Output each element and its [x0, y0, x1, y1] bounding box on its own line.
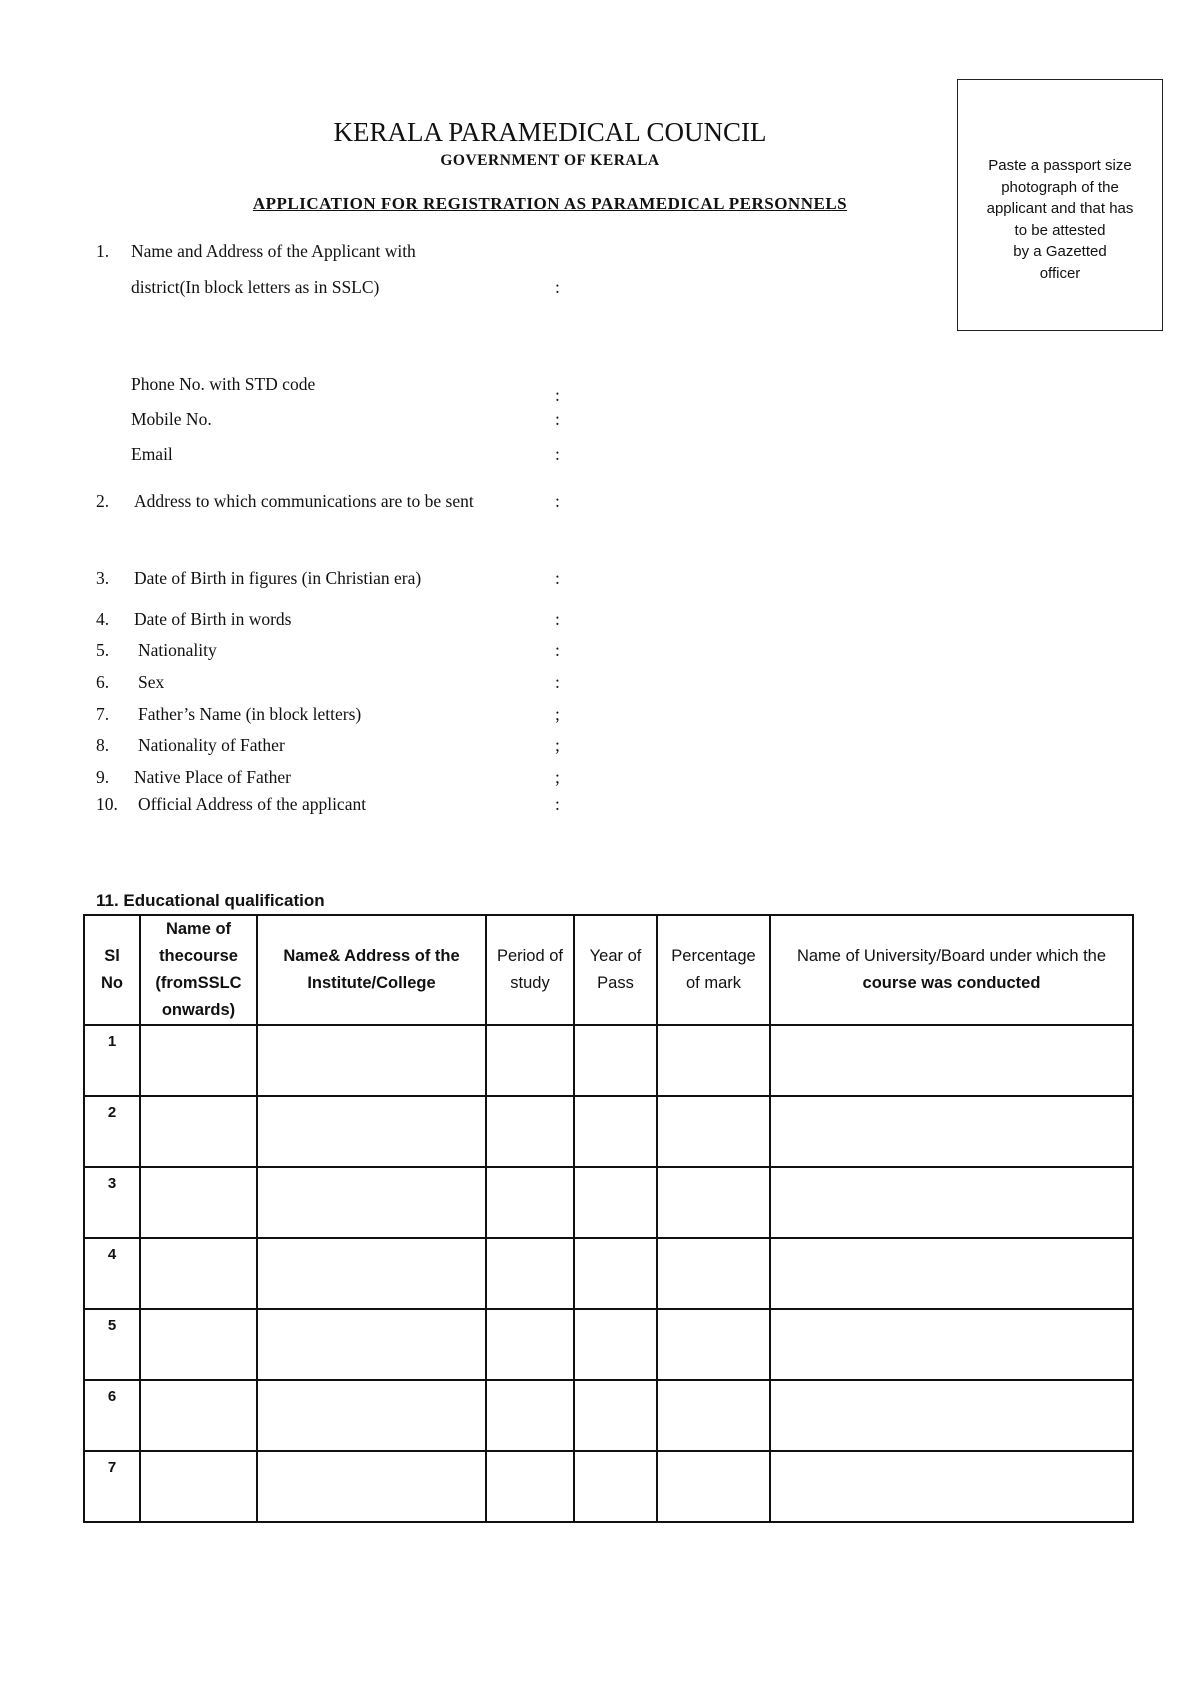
government-subtitle: GOVERNMENT OF KERALA — [440, 152, 660, 169]
field-3-number: 3. — [96, 568, 110, 588]
course-cell[interactable] — [140, 1167, 257, 1238]
university-cell[interactable] — [770, 1167, 1133, 1238]
row-sl-no: 5 — [84, 1309, 140, 1380]
field-5-colon: : — [555, 640, 560, 660]
institute-cell[interactable] — [257, 1025, 486, 1096]
percentage-cell[interactable] — [657, 1451, 770, 1522]
field-5-label: Nationality — [138, 640, 217, 660]
field-9-label: Native Place of Father — [134, 767, 291, 787]
year-cell[interactable] — [574, 1096, 657, 1167]
field-2-number: 2. — [96, 491, 110, 511]
field-1-number: 1. — [96, 241, 110, 261]
field-3-label: Date of Birth in figures (in Christian era) — [134, 568, 422, 588]
university-cell[interactable] — [770, 1025, 1133, 1096]
header-university: Name of University/Board under which the course was conducted — [770, 915, 1133, 1025]
institute-cell[interactable] — [257, 1238, 486, 1309]
field-7-number: 7. — [96, 704, 110, 724]
course-cell[interactable] — [140, 1380, 257, 1451]
period-cell[interactable] — [486, 1380, 574, 1451]
field-7-colon: ; — [555, 704, 560, 724]
year-cell[interactable] — [574, 1309, 657, 1380]
institute-cell[interactable] — [257, 1451, 486, 1522]
field-1-label: Name and Address of the Applicant with — [131, 241, 416, 261]
mobile-colon: : — [555, 409, 560, 429]
field-9-colon: ; — [555, 767, 560, 787]
field-1-colon: : — [555, 277, 560, 297]
table-row — [84, 1096, 1133, 1167]
year-cell[interactable] — [574, 1380, 657, 1451]
course-cell[interactable] — [140, 1096, 257, 1167]
table-row — [84, 1380, 1133, 1451]
row-sl-no: 2 — [84, 1096, 140, 1167]
phone-label: Phone No. with STD code — [131, 374, 316, 394]
year-cell[interactable] — [574, 1238, 657, 1309]
table-row — [84, 1309, 1133, 1380]
phone-colon: : — [555, 385, 560, 405]
field-2-label: Address to which communications are to be sent — [134, 491, 474, 511]
mobile-label: Mobile No. — [131, 409, 212, 429]
period-cell[interactable] — [486, 1167, 574, 1238]
percentage-cell[interactable] — [657, 1096, 770, 1167]
row-sl-no: 4 — [84, 1238, 140, 1309]
table-row — [84, 1238, 1133, 1309]
header-course-name: Name of thecourse (fromSSLC onwards) — [140, 915, 257, 1025]
percentage-cell[interactable] — [657, 1025, 770, 1096]
percentage-cell[interactable] — [657, 1380, 770, 1451]
field-1-label-2: district(In block letters as in SSLC) — [131, 277, 380, 297]
course-cell[interactable] — [140, 1238, 257, 1309]
year-cell[interactable] — [574, 1025, 657, 1096]
row-sl-no: 3 — [84, 1167, 140, 1238]
institute-cell[interactable] — [257, 1167, 486, 1238]
field-4-colon: : — [555, 609, 560, 629]
field-8-colon: ; — [555, 735, 560, 755]
row-sl-no: 6 — [84, 1380, 140, 1451]
percentage-cell[interactable] — [657, 1167, 770, 1238]
header-percentage: Percentage of mark — [657, 915, 770, 1025]
university-cell[interactable] — [770, 1451, 1133, 1522]
institute-cell[interactable] — [257, 1309, 486, 1380]
email-colon: : — [555, 444, 560, 464]
field-10-label: Official Address of the applicant — [138, 794, 367, 814]
course-cell[interactable] — [140, 1451, 257, 1522]
university-cell[interactable] — [770, 1309, 1133, 1380]
percentage-cell[interactable] — [657, 1238, 770, 1309]
field-10-colon: : — [555, 794, 560, 814]
field-8-number: 8. — [96, 735, 110, 755]
institute-cell[interactable] — [257, 1096, 486, 1167]
university-cell[interactable] — [770, 1238, 1133, 1309]
field-6-number: 6. — [96, 672, 110, 692]
education-table — [83, 914, 1134, 1523]
field-5-number: 5. — [96, 640, 110, 660]
education-header-row — [84, 915, 1133, 1025]
photo-instruction: Paste a passport size photograph of the applicant and that has to be attested by a Gazetted officer — [986, 157, 1134, 282]
period-cell[interactable] — [486, 1025, 574, 1096]
email-label: Email — [131, 444, 173, 464]
row-sl-no: 7 — [84, 1451, 140, 1522]
header-period-of-study: Period of study — [486, 915, 574, 1025]
field-6-colon: : — [555, 672, 560, 692]
year-cell[interactable] — [574, 1167, 657, 1238]
field-6-label: Sex — [138, 672, 165, 692]
field-4-label: Date of Birth in words — [134, 609, 292, 629]
course-cell[interactable] — [140, 1025, 257, 1096]
table-row — [84, 1167, 1133, 1238]
table-row — [84, 1025, 1133, 1096]
field-4-number: 4. — [96, 609, 110, 629]
photo-box[interactable] — [957, 79, 1163, 331]
council-title: KERALA PARAMEDICAL COUNCIL — [333, 117, 767, 147]
course-cell[interactable] — [140, 1309, 257, 1380]
row-sl-no: 1 — [84, 1025, 140, 1096]
period-cell[interactable] — [486, 1096, 574, 1167]
header-year-of-pass: Year of Pass — [574, 915, 657, 1025]
table-row — [84, 1451, 1133, 1522]
percentage-cell[interactable] — [657, 1309, 770, 1380]
field-3-colon: : — [555, 568, 560, 588]
period-cell[interactable] — [486, 1309, 574, 1380]
field-2-colon: : — [555, 491, 560, 511]
header-institute: Name& Address of the Institute/College — [257, 915, 486, 1025]
university-cell[interactable] — [770, 1096, 1133, 1167]
field-8-label: Nationality of Father — [138, 735, 285, 755]
university-cell[interactable] — [770, 1380, 1133, 1451]
application-heading: APPLICATION FOR REGISTRATION AS PARAMEDICAL PERSONNELS — [252, 194, 848, 213]
education-title: 11. Educational qualification — [96, 891, 325, 910]
institute-cell[interactable] — [257, 1380, 486, 1451]
year-cell[interactable] — [574, 1451, 657, 1522]
field-9-number: 9. — [96, 767, 110, 787]
period-cell[interactable] — [486, 1451, 574, 1522]
field-7-label: Father’s Name (in block letters) — [138, 704, 362, 724]
field-10-number: 10. — [96, 794, 118, 814]
period-cell[interactable] — [486, 1238, 574, 1309]
header-sl-no: Sl No — [84, 915, 140, 1025]
